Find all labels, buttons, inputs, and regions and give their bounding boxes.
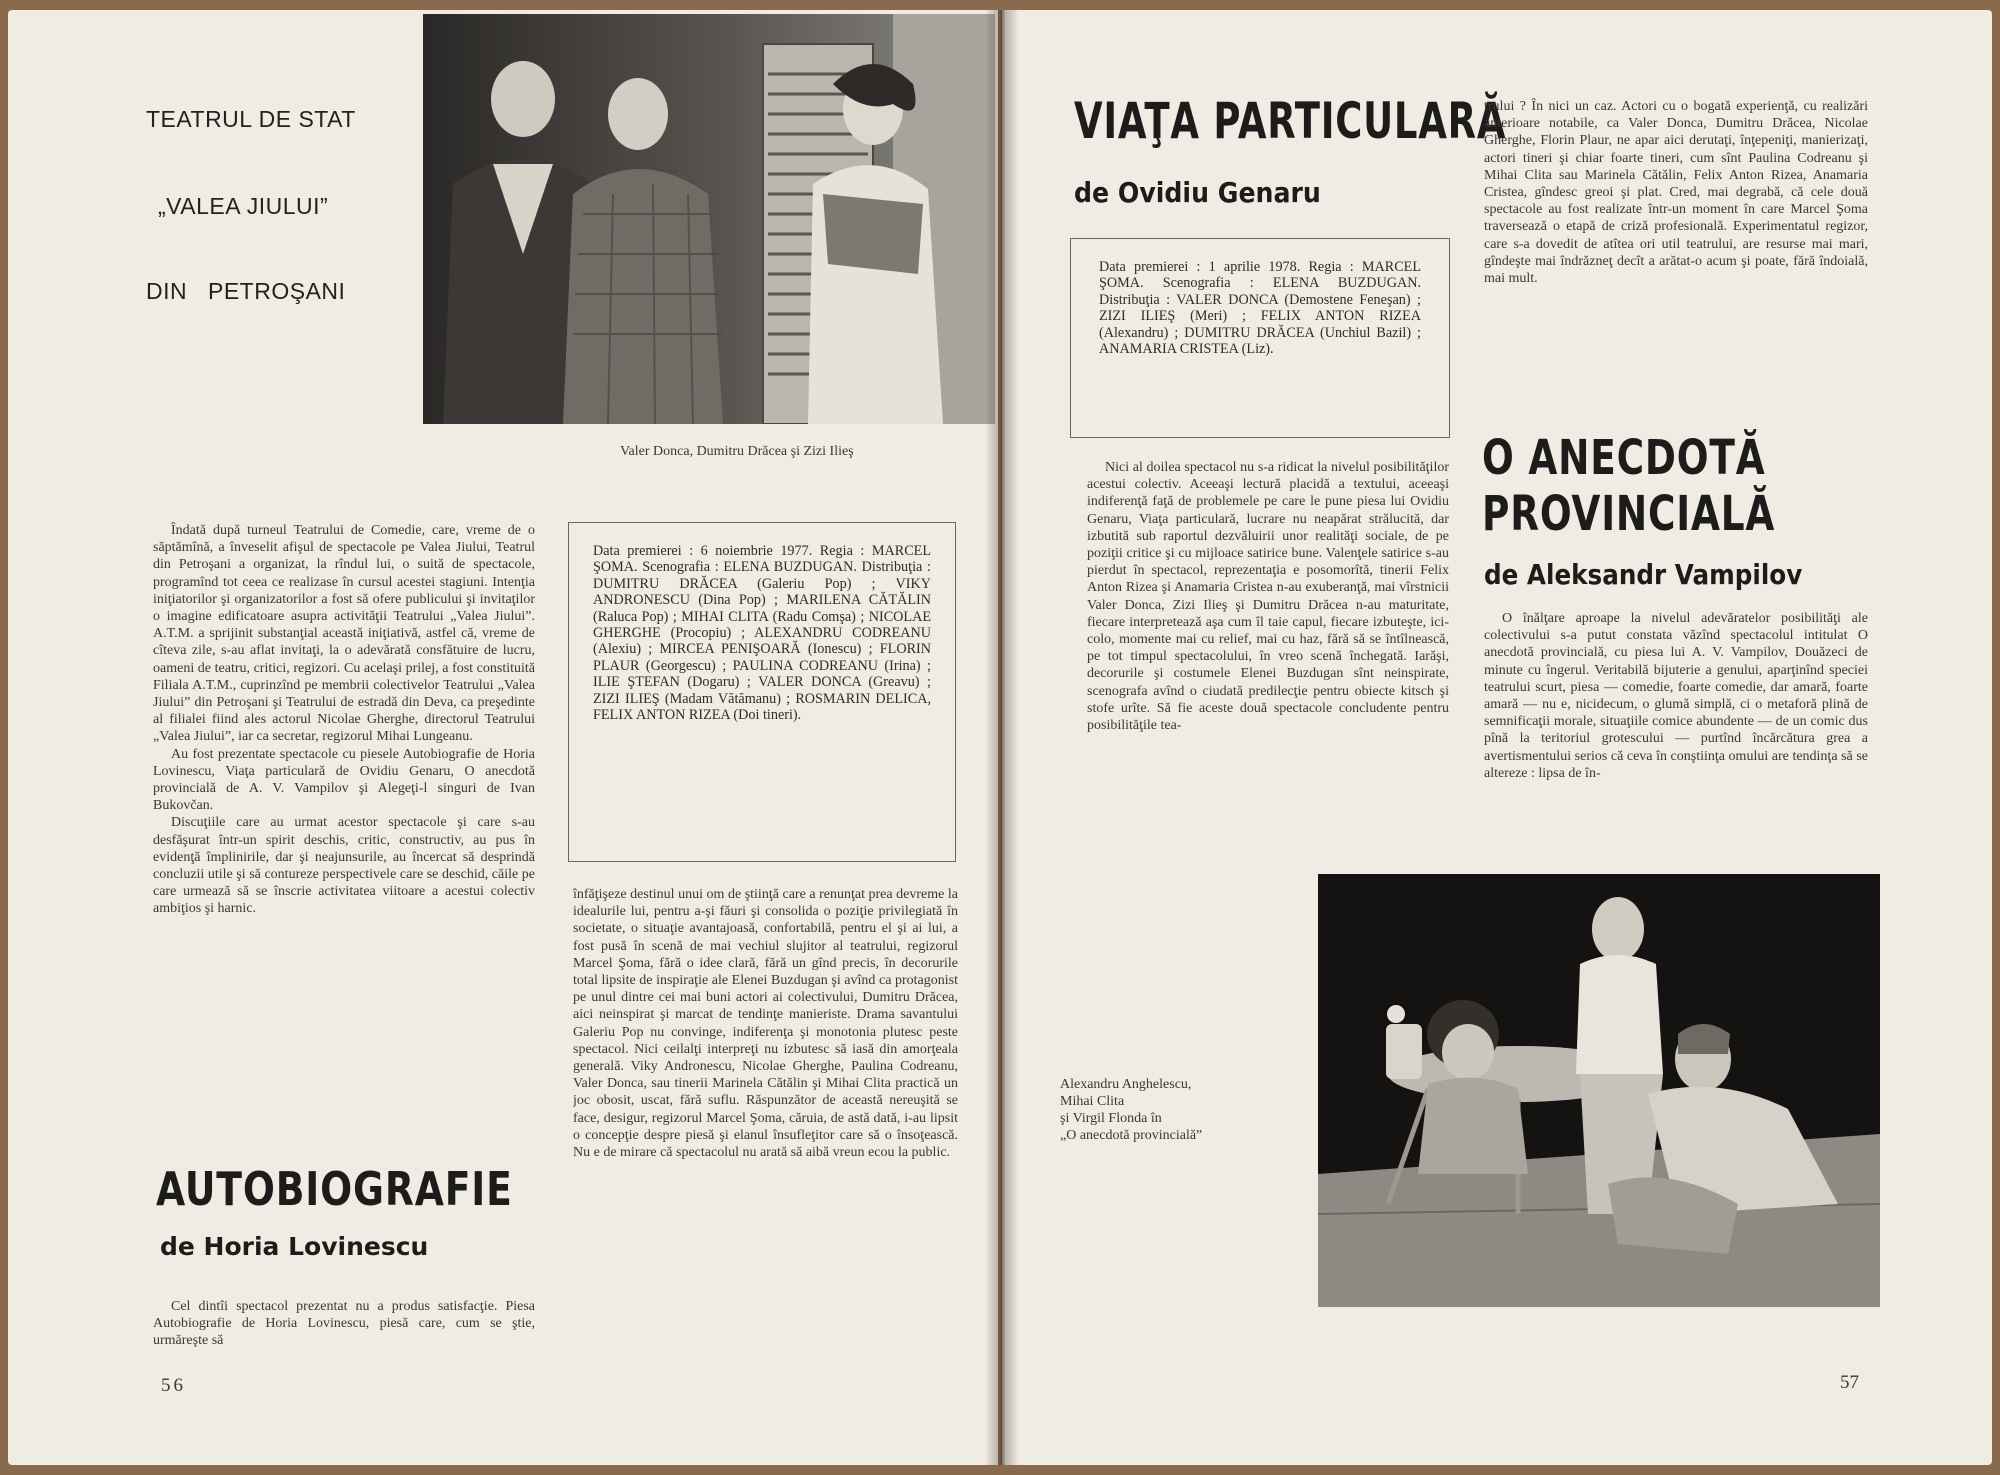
autobiografie-paragraph: Cel dintîi spectacol prezentat nu a produs satisfacţie. Piesa Autobiografie de Horia Lovinescu, piesă care, cum se ştie, urmăreşte să <box>153 1299 535 1349</box>
theatre-name-line1: TEATRUL DE STAT <box>146 106 356 132</box>
review-title-viata-particulara: VIAŢA PARTICULARĂ <box>1074 92 1507 150</box>
viata-paragraph: Nici al doilea spectacol nu s-a ridicat la nivelul posibilităţilor acestui colectiv. Aceeaşi lectură placidă a textului, aceeaşi indiferenţă faţă de problemele pe care le pune piesa lui Ovidiu Genaru, Viaţa particulară, lucrare nu neapărat strălucită, dar izbutită sub raportul dezvăluirii unor realităţi sociale, de pe poziţii critice şi cu mijloace satirice bune. Valenţele satirice s-au pierdut în spectacol, reprezentaţia e posomorîtă, tinerii Felix Anton Rizea şi Anamaria Cristea n-au exuberanţă, mai vîrstnicii Valer Donca, Zizi Ilieş şi Dumitru Drăcea n-au maturitate, fiecare interpretează aşa cum îl taie capul, fiecare izbuteşte, ici-colo, momente mai cu relief, mai cu haz, fără să se întîlnească, pe tot timpul spectacolului, în vreo scenă închegată. Iarăşi, decorurile şi costumele Elenei Buzdugan sînt neinspirate, scenografa avînd o ciudată predilecţie pentru obiecte kitsch şi stofe urîte. Să fie aceste două spectacole concludente pentru posibilităţile tea- <box>1087 460 1449 734</box>
page-number-left: 56 <box>161 1375 186 1396</box>
caption-line: şi Virgil Flonda în <box>1060 1111 1162 1126</box>
autobiografie-review-column <box>153 1298 535 1358</box>
left-page <box>8 10 998 1465</box>
review-byline-anecdota: de Aleksandr Vampilov <box>1484 558 1803 591</box>
right-page <box>1002 10 1992 1465</box>
theatre-name-line2: „VALEA JIULUI” <box>158 193 329 219</box>
review-byline-viata-particulara: de Ovidiu Genaru <box>1074 176 1321 209</box>
viata-particulara-review-column <box>1087 459 1449 869</box>
stage-photo-anecdota <box>1318 874 1880 1307</box>
credits-text: Data premierei : 1 aprilie 1978. Regia : MARCEL ŞOMA. Scenografia : ELENA BUZDUGAN. Distribuţia : VALER DONCA (Demostene Feneşan) ; ZIZI ILIEŞ (Meri) ; FELIX ANTON RIZEA (Alexandru) ; DUMITRU DRĂCEA (Unchiul Bazil) ; ANAMARIA CRISTEA (Liz). <box>1099 259 1421 358</box>
autobiografie-paragraph-continued: înfăţişeze destinul unui om de ştiinţă care a renunţat prea devreme la idealurile lui, pentru a-şi făuri şi consolida o poziţie privilegiată în societate, o situaţie avantajoasă, confortabilă, pentru el şi ai lui, a fost pusă în scenă de mai vechiul slujitor al teatrului, regizorul Marcel Şoma, fără o idee clară, fără un gînd precis, în decorurile total lipsite de inspiraţie ale Elenei Buzdugan şi avînd ca protagonist pe unul dintre cei mai buni actori ai colectivului, Dumitru Drăcea, aici neinspirat şi marcat de tendinţe manieriste. Drama savantului Galeriu Pop nu convinge, indiferenţa şi monotonia plutesc peste spectacol. Nici ceilalţi interpreţi nu izbutesc să iasă din amorţeala generală. Viky Andronescu, Nicolae Gherghe, Paulina Codreanu, Valer Donca, sau tinerii Marinela Cătălin şi Mihai Clita practică un joc obosit, uscat, fără suflu. Răspunzător de această nereuşită se face, desigur, regizorul Marcel Şoma, căruia, de astă dată, i-au lipsit o concepţie despre piesă şi elanul însufleţitor care să o însoţească. Nu e de mirare că spectacolul nu arată să aibă vreun ecou la public. <box>573 887 958 1161</box>
credits-box-autobiografie <box>568 522 956 862</box>
caption-line: „O anecdotă provincială” <box>1060 1128 1203 1143</box>
review-byline-autobiografie: de Horia Lovinescu <box>160 1232 429 1261</box>
stage-photo-autobiografie <box>423 14 995 424</box>
viata-particulara-review-column-2 <box>1484 98 1868 398</box>
review-title-anecdota-line2: PROVINCIALĂ <box>1482 486 1776 542</box>
theatre-name-line3: DIN PETROŞANI <box>146 278 346 304</box>
intro-paragraph: Îndată după turneul Teatrului de Comedie, care, vreme de o săptămînă, a înveselit afişul de spectacole pe Valea Jiului, Teatrul din Petroşani a organizat, la rîndul lui, o suită de spectacole, programînd tot ceea ce realizase în cursul acestei stagiuni. Intenţia iniţiatorilor şi organizatorilor a fost să ofere publicului şi invitaţilor o imagine edificatoare asupra activităţii Teatrului „Valea Jiului”. A.T.M. a sprijinit substanţial această iniţiativă, astfel că, vreme de cîteva zile, s-au aflat invitaţi, la o adevărată consfătuire de lucru, oameni de teatru, critici, regizori. Cu acelaşi prilej, a fost constituită Filiala A.T.M., cuprinzînd pe membrii colectivelor Teatrului „Valea Jiului” din Petroşani şi Teatrului de estradă din Deva, ca preşedinte al filialei fiind ales actorul Nicolae Gherghe, directorul Teatrului „Valea Jiului”, iar ca secretar, regizorul Mihai Lungeanu. <box>153 523 535 745</box>
intro-paragraph: Discuţiile care au urmat acestor spectacole şi care s-au desfăşurat într-un spirit deschis, critic, constructiv, au pus în evidenţă împlinirile, dar şi neajunsurile, au încercat să desprindă concluzii utile şi să contureze perspectivele care se deschid, căile pe care urmează să se înscrie activitatea viitoare a acestui colectiv ambiţios şi harnic. <box>153 815 535 917</box>
intro-article-column <box>153 522 535 1127</box>
page-number-right: 57 <box>1840 1372 1859 1393</box>
photo-caption-anecdota <box>1060 1076 1300 1144</box>
autobiografie-review-column-2 <box>573 886 958 1356</box>
caption-line: Mihai Clita <box>1060 1094 1125 1109</box>
intro-paragraph: Au fost prezentate spectacole cu piesele Autobiografie de Horia Lovinescu, Viaţa particulară de Ovidiu Genaru, O anecdotă provincială de A. V. Vampilov şi Alegeţi-l singuri de Ivan Bukovčan. <box>153 746 535 814</box>
credits-text: Data premierei : 6 noiembrie 1977. Regia : MARCEL ŞOMA. Scenografia : ELENA BUZDUGAN. Distribuţia : DUMITRU DRĂCEA (Galeriu Pop) ; VIKY ANDRONESCU (Dina Pop) ; MARILENA CĂTĂLIN (Raluca Pop) ; MIHAI CLITA (Radu Comşa) ; NICOLAE GHERGHE (Procopiu) ; ALEXANDRU CODREANU (Alexiu) ; MIRCEA PENIŞOARĂ (Ionescu) ; FLORIN PLAUR (Georgescu) ; PAULINA CODREANU (Irina) ; ILIE ŞTEFAN (Dogaru) ; VALER DONCA (Greavu) ; ZIZI ILIEŞ (Madam Vătămanu) ; ROSMARIN DELICA, FELIX ANTON RIZEA (Doi tineri). <box>593 543 931 724</box>
caption-line: Alexandru Anghelescu, <box>1060 1077 1192 1092</box>
credits-box-viata-particulara <box>1070 238 1450 438</box>
review-title-anecdota-line1: O ANECDOTĂ <box>1482 430 1766 486</box>
photo-caption-autobiografie: Valer Donca, Dumitru Drăcea şi Zizi Ilieş <box>620 444 854 459</box>
anecdota-paragraph: O înălţare aproape la nivelul adevăratelor posibilităţi ale colectivului s-a putut constata văzînd spectacolul intitulat O anecdotă provincială, cu piesa lui A. V. Vampilov, Douăzeci de minute cu îngerul. Veritabilă bijuterie a genului, aparţinînd speciei teatrului scurt, piesa — comedie, foarte comedie, dar amară, foarte amară — nu e, nicidecum, o glumă simplă, ci o metaforă plină de semnificaţii morale, situaţiile comice abundente — de un comic dus pînă la teritoriul grotescului — purtînd încărcătura grea a avertismentului serios că ceva în conştiinţa omului are tendinţa să se altereze : lipsa de în- <box>1484 611 1868 781</box>
review-title-autobiografie: AUTOBIOGRAFIE <box>156 1162 513 1216</box>
viata-paragraph-continued: trului ? În nici un caz. Actori cu o bogată experienţă, cu realizări anterioare notabile, ca Valer Donca, Dumitru Drăcea, Nicolae Gherghe, Florin Plaur, ne apar aici derutaţi, înţepeniţi, manierizaţi, actori tineri şi chiar foarte tineri, cum sînt Paulina Codreanu şi Mihai Clita sau Marinela Cătălin, Felix Anton Rizea, Anamaria Cristea, gîndesc greoi şi plat. Cred, mai degrabă, că cele două spectacole au fost realizate într-un moment în care Marcel Şoma traversează o etapă de criză profesională. Experimentatul regizor, care s-a dovedit de atîtea ori util teatrului, are resurse mai mari, gîndeşte mai îndrăzneţ decît a arătat-o acum şi poate, fără îndoială, mai mult. <box>1484 99 1868 287</box>
anecdota-review-column <box>1484 610 1868 872</box>
